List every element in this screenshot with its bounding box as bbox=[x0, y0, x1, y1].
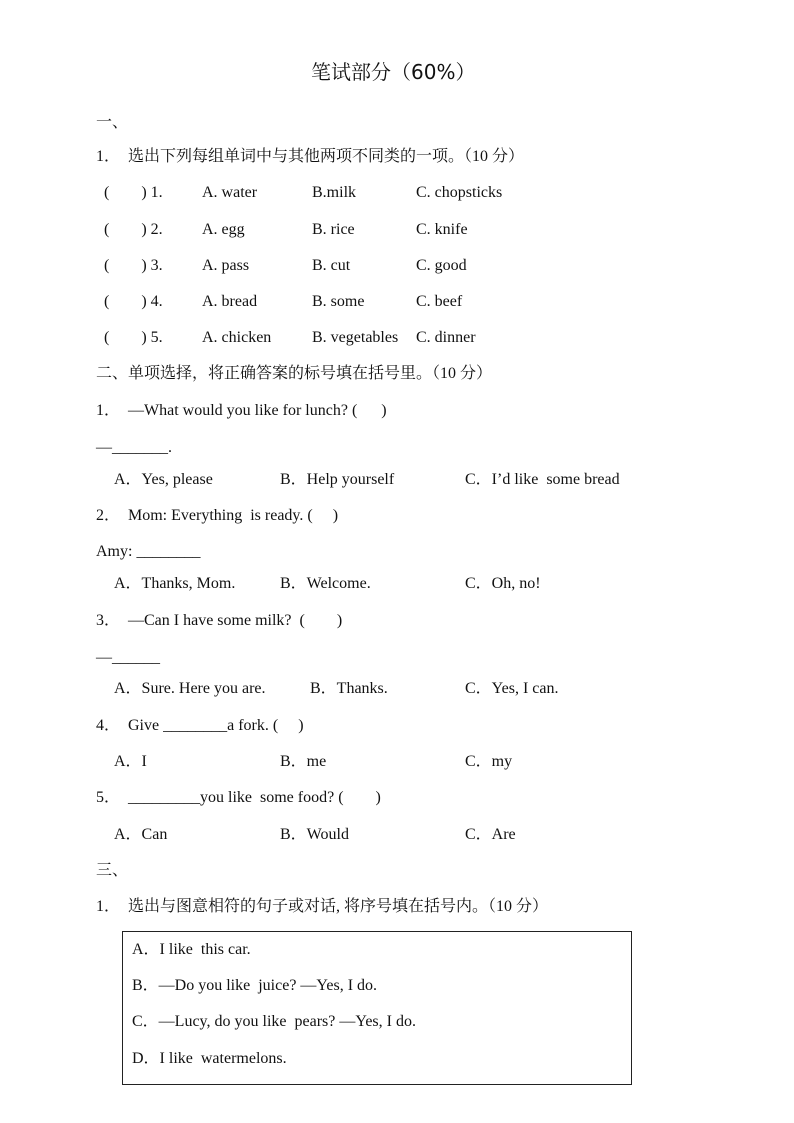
option-a: A．Can bbox=[114, 826, 168, 843]
option-c: C．Yes, I can. bbox=[465, 680, 559, 697]
option-a: A. water bbox=[202, 184, 258, 201]
section-heading-2: 二、单项选择，将正确答案的标号填在括号里。（10 分） bbox=[96, 365, 493, 382]
section-heading-3: 三、 bbox=[96, 862, 129, 879]
option-a: A．Sure. Here you are. bbox=[114, 680, 266, 697]
option-b: B．Would bbox=[280, 826, 349, 843]
answer-blank: —_______. bbox=[96, 439, 172, 456]
item-number: ( ) 3. bbox=[104, 257, 163, 274]
option-b: B. rice bbox=[312, 221, 355, 238]
option-b: B．Help yourself bbox=[280, 471, 395, 488]
question-stem: 1． —What would you like for lunch? ( ) bbox=[96, 402, 387, 419]
item-number: ( ) 1. bbox=[104, 184, 163, 201]
option-c: C．I’d like some bread bbox=[465, 471, 620, 488]
option-b: B. vegetables bbox=[312, 329, 399, 346]
question-stem: 5． _________you like some food? ( ) bbox=[96, 789, 381, 806]
option-c: C. beef bbox=[416, 293, 463, 310]
option-b: B. some bbox=[312, 293, 365, 310]
section-heading-1: 一、 bbox=[96, 114, 129, 131]
picture-option: D．I like watermelons. bbox=[132, 1050, 287, 1067]
option-a: A. bread bbox=[202, 293, 258, 310]
option-a: A. pass bbox=[202, 257, 250, 274]
picture-option: A．I like this car. bbox=[132, 941, 251, 958]
page-title: 笔试部分（60%） bbox=[311, 60, 476, 84]
option-c: C．my bbox=[465, 753, 513, 770]
option-c: C. chopsticks bbox=[416, 184, 503, 201]
option-b: B.milk bbox=[312, 184, 357, 201]
picture-option: C．—Lucy, do you like pears? —Yes, I do. bbox=[132, 1013, 416, 1030]
question-stem: 4． Give ________a fork. ( ) bbox=[96, 717, 304, 734]
answer-blank: Amy: ________ bbox=[96, 543, 201, 560]
option-a: A．I bbox=[114, 753, 147, 770]
option-c: C．Are bbox=[465, 826, 516, 843]
option-b: B. cut bbox=[312, 257, 351, 274]
option-c: C. knife bbox=[416, 221, 468, 238]
item-number: ( ) 2. bbox=[104, 221, 163, 238]
option-c: C．Oh, no! bbox=[465, 575, 541, 592]
option-b: B．Thanks. bbox=[310, 680, 388, 697]
option-a: A．Thanks, Mom. bbox=[114, 575, 236, 592]
option-c: C. good bbox=[416, 257, 467, 274]
question-stem: 2． Mom: Everything is ready. ( ) bbox=[96, 507, 339, 524]
question-stem: 3． —Can I have some milk? ( ) bbox=[96, 612, 343, 629]
option-a: A. egg bbox=[202, 221, 245, 238]
picture-option: B．—Do you like juice? —Yes, I do. bbox=[132, 977, 378, 994]
option-b: B．me bbox=[280, 753, 327, 770]
item-number: ( ) 4. bbox=[104, 293, 163, 310]
option-a: A. chicken bbox=[202, 329, 272, 346]
section-instruction-1: 1． 选出下列每组单词中与其他两项不同类的一项。（10 分） bbox=[96, 148, 525, 165]
option-b: B．Welcome. bbox=[280, 575, 371, 592]
item-number: ( ) 5. bbox=[104, 329, 163, 346]
section-instruction-3: 1． 选出与图意相符的句子或对话, 将序号填在括号内。（10 分） bbox=[96, 898, 549, 915]
answer-blank: —______ bbox=[96, 649, 160, 666]
option-a: A．Yes, please bbox=[114, 471, 213, 488]
option-c: C. dinner bbox=[416, 329, 476, 346]
